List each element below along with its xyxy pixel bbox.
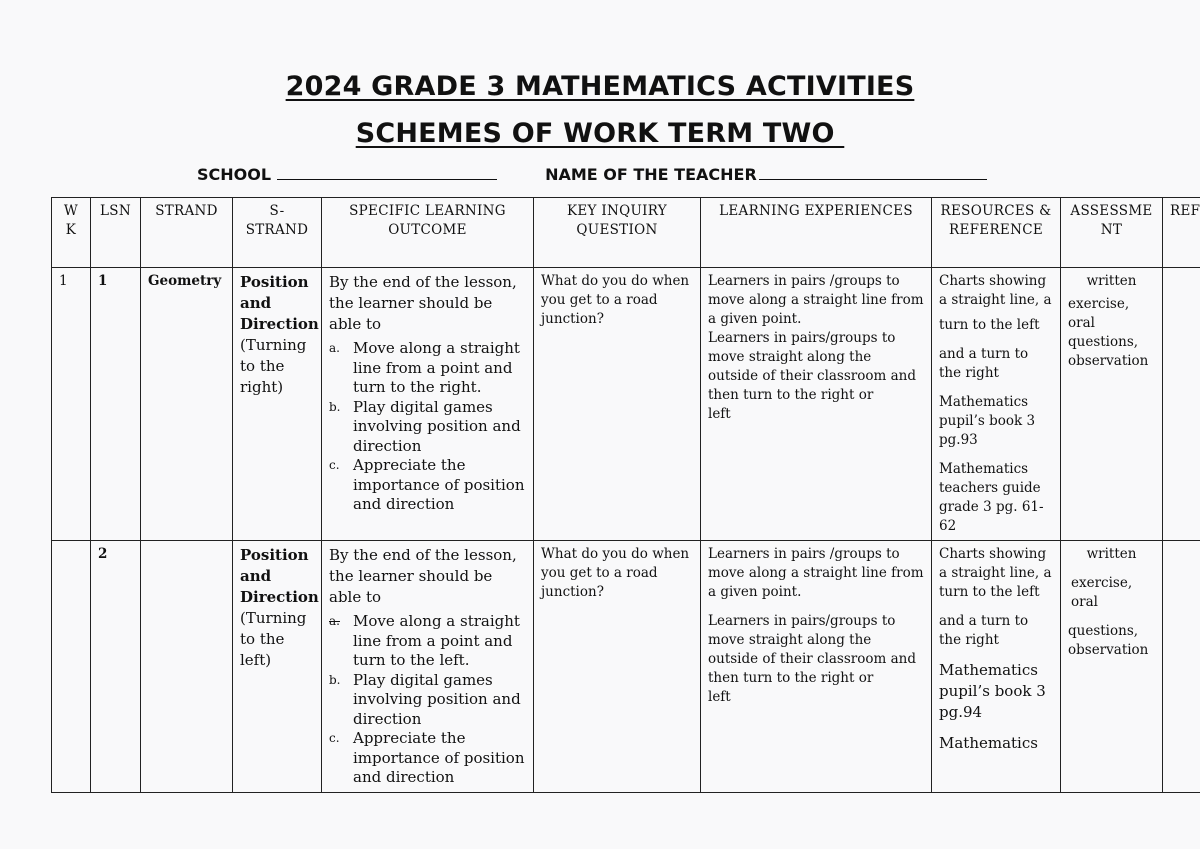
cell-strand xyxy=(141,541,233,793)
experience-line: left xyxy=(708,406,731,422)
resource-item: Mathematics xyxy=(939,734,1038,752)
assessment-line: exercise, oral xyxy=(1071,575,1133,610)
resource-item: Mathematics teachers guide grade 3 pg. 61-62 xyxy=(939,461,1044,534)
school-label: SCHOOL xyxy=(197,165,272,184)
header-slo: SPECIFIC LEARNING OUTCOME xyxy=(322,198,534,268)
sstrand-title: Position and Direction xyxy=(240,273,319,333)
header-row xyxy=(52,198,1200,268)
scheme-table xyxy=(51,197,1200,793)
sstrand-title: Position and Direction xyxy=(240,546,319,606)
document-subtitle: SCHEMES OF WORK TERM TWO xyxy=(355,118,845,149)
cell-ref xyxy=(1163,268,1200,541)
cell-ref xyxy=(1163,541,1200,793)
header-strand: STRAND xyxy=(141,198,233,268)
cell-sstrand xyxy=(233,268,322,541)
header-assess: ASSESSME NT xyxy=(1061,198,1163,268)
outcome-intro: By the end of the lesson, the learner should be able to xyxy=(329,273,517,333)
experience-line: Learners in pairs /groups to move along a straight line from a given point. xyxy=(708,546,924,600)
outcome-item: c. Appreciate the importance of position and direction xyxy=(329,729,525,786)
experience-line: Learners in pairs /groups to move along a straight line from a given point. xyxy=(708,273,924,327)
cell-sstrand xyxy=(233,541,322,793)
document-title: 2024 GRADE 3 MATHEMATICS ACTIVITIES xyxy=(285,71,915,102)
cell-experiences xyxy=(701,541,932,793)
experience-line: outside of their classroom and xyxy=(708,368,916,384)
cell-wk: 1 xyxy=(52,268,91,541)
resource-item: Charts showing a straight line, a xyxy=(939,273,1052,308)
cell-outcome xyxy=(322,268,534,541)
outcome-item: a. Move along a straight line from a point and turn to the right. xyxy=(329,339,520,396)
resource-item: Mathematics pupil’s book 3 pg.93 xyxy=(939,394,1036,448)
teacher-blank xyxy=(759,178,987,180)
resource-item: Charts showing a straight line, a turn to the left xyxy=(939,546,1052,600)
outcome-item: b. Play digital games involving position and direction xyxy=(329,397,521,455)
header-sstrand: S- STRAND xyxy=(233,198,322,268)
resource-item: Mathematics pupil’s book 3 pg.94 xyxy=(939,661,1046,721)
experience-line: left xyxy=(708,689,731,705)
header-ref: REF xyxy=(1163,198,1200,268)
cell-experiences xyxy=(701,268,932,541)
sstrand-sub: (Turning to the left) xyxy=(240,609,307,669)
cell-lsn: 2 xyxy=(91,541,141,793)
assessment-line: written xyxy=(1086,546,1137,562)
cell-assessment xyxy=(1061,541,1163,793)
table-row xyxy=(52,541,1200,793)
resource-item: turn to the left xyxy=(939,317,1040,333)
header-fields xyxy=(197,165,987,184)
cell-resources xyxy=(932,541,1061,793)
cell-assessment xyxy=(1061,268,1163,541)
outcome-list xyxy=(329,612,526,788)
teacher-label: NAME OF THE TEACHER xyxy=(545,165,757,184)
assessment-line: exercise, oral questions, observation xyxy=(1068,296,1149,369)
cell-wk xyxy=(52,541,91,793)
experience-line: then turn to the right or xyxy=(708,387,874,403)
outcome-intro: By the end of the lesson, the learner should be able to xyxy=(329,546,517,606)
header-res: RESOURCES & REFERENCE xyxy=(932,198,1061,268)
outcome-item: c. Appreciate the importance of position and direction xyxy=(329,456,525,513)
header-wk: W K xyxy=(52,198,91,268)
assessment-line: questions, observation xyxy=(1068,623,1149,658)
experience-line: outside of their classroom and xyxy=(708,651,916,667)
experience-line: Learners in pairs/groups to move straight along the xyxy=(708,330,896,365)
cell-question: What do you do when you get to a road junction? xyxy=(534,268,701,541)
header-kiq: KEY INQUIRY QUESTION xyxy=(534,198,701,268)
cell-question: What do you do when you get to a road junction? xyxy=(534,541,701,793)
experience-line: Learners in pairs/groups to move straight along the xyxy=(708,613,896,648)
cell-lsn: 1 xyxy=(91,268,141,541)
outcome-list xyxy=(329,339,526,515)
resource-item: and a turn to the right xyxy=(939,613,1029,648)
outcome-item: b. Play digital games involving position and direction xyxy=(329,670,521,728)
cell-outcome xyxy=(322,541,534,793)
cell-strand: Geometry xyxy=(141,268,233,541)
cell-resources xyxy=(932,268,1061,541)
experience-line: then turn to the right or xyxy=(708,670,874,686)
outcome-item: a. Move along a straight line from a point and turn to the left. xyxy=(329,612,520,669)
sstrand-sub: (Turning to the right) xyxy=(240,336,307,396)
header-lsn: LSN xyxy=(91,198,141,268)
header-le: LEARNING EXPERIENCES xyxy=(701,198,932,268)
table-row xyxy=(52,268,1200,541)
resource-item: and a turn to the right xyxy=(939,346,1029,381)
assessment-line: written xyxy=(1086,273,1137,289)
school-blank xyxy=(277,178,497,180)
